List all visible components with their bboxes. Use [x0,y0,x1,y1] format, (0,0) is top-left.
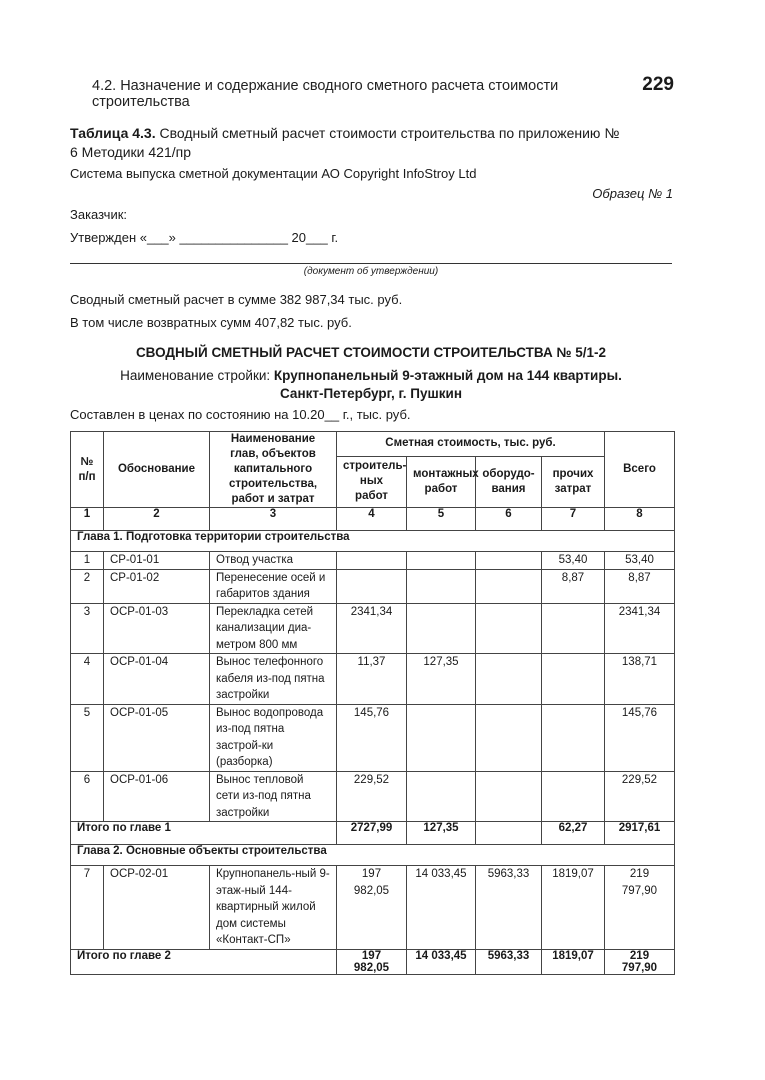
cell-total: 8,87 [605,569,675,603]
table-row [71,654,675,705]
cell-name: Вынос водопровода из-под пятна застрой-ки (разборка) [210,704,337,771]
column-index: 6 [476,508,542,531]
col-header-equipment: оборудо-вания [476,456,542,507]
column-index: 8 [605,508,675,531]
cell-other [542,704,605,771]
approved-line: Утвержден «___» _______________ 20___ г. [70,230,339,245]
cell-num: 7 [71,866,104,950]
prices-line: Составлен в ценах по состоянию на 10.20__ г., тыс. руб. [70,407,411,422]
total-label: Итого по главе 1 [71,822,337,845]
customer-line: Заказчик: [70,207,128,222]
chapter-title: Глава 2. Основные объекты строительства [71,845,675,866]
cell-name: Крупнопанель-ный 9-этаж-ный 144-квартирный жилой дом системы «Контакт-СП» [210,866,337,950]
cell-num: 3 [71,603,104,654]
cell-name: Перенесение осей и габаритов здания [210,569,337,603]
site-label: Наименование стройки: [120,368,274,383]
cell-num: 6 [71,771,104,822]
estimate-table [70,431,675,975]
cell-installation [407,704,476,771]
site-city: Санкт-Петербург, г. Пушкин [280,386,462,401]
col-header-construction: строитель-ных работ [337,456,407,507]
table-row [71,552,675,570]
document-title: СВОДНЫЙ СМЕТНЫЙ РАСЧЕТ СТОИМОСТИ СТРОИТЕЛЬСТВА № 5/1-2 [135,345,607,360]
column-index-row [71,508,675,531]
column-index: 7 [542,508,605,531]
col-header-cost-group: Сметная стоимость, тыс. руб. [337,432,605,457]
col-header-total: Всего [605,432,675,508]
chapter-total-row [71,949,675,974]
cell-construction: 145,76 [337,704,407,771]
site-name: Крупнопанельный 9-этажный дом на 144 квартиры. [273,368,622,383]
cell-total: 219 797,90 [605,866,675,950]
cell-num: 5 [71,704,104,771]
cell-basis: ОСР-01-05 [104,704,210,771]
cell-equipment [476,603,542,654]
approval-rule [70,263,672,264]
total-construction: 197 982,05 [337,949,407,974]
cell-installation [407,771,476,822]
cell-construction [337,569,407,603]
cell-construction: 197 982,05 [337,866,407,950]
cell-total: 229,52 [605,771,675,822]
chapter-title: Глава 1. Подготовка территории строительства [71,531,675,552]
running-title: 4.2. Назначение и содержание сводного сметного расчета стоимости строительства [92,78,559,110]
column-index: 2 [104,508,210,531]
cell-name: Отвод участка [210,552,337,570]
cell-construction: 11,37 [337,654,407,705]
table-row [71,569,675,603]
col-header-num: № п/п [71,432,104,508]
cell-installation [407,569,476,603]
col-header-installation: монтажных работ [407,456,476,507]
cell-equipment [476,569,542,603]
col-header-other: прочих затрат [542,456,605,507]
table-caption [70,124,630,162]
cell-construction [337,552,407,570]
total-installation: 127,35 [407,822,476,845]
cell-installation [407,552,476,570]
total-all: 2917,61 [605,822,675,845]
chapter-row [71,845,675,866]
table-header-row [71,432,675,457]
total-label: Итого по главе 2 [71,949,337,974]
cell-name: Вынос телефонного кабеля из-под пятна застройки [210,654,337,705]
table-row [71,704,675,771]
total-installation: 14 033,45 [407,949,476,974]
cell-construction: 2341,34 [337,603,407,654]
cell-name: Вынос тепловой сети из-под пятна застройки [210,771,337,822]
cell-installation: 127,35 [407,654,476,705]
cell-equipment [476,654,542,705]
cell-other: 1819,07 [542,866,605,950]
table-row [71,866,675,950]
col-header-name: Наименование глав, объектов капитального строительства, работ и затрат [210,432,337,508]
cell-total: 2341,34 [605,603,675,654]
column-index: 1 [71,508,104,531]
cell-construction: 229,52 [337,771,407,822]
cell-name: Перекладка сетей канализации диа-метром 800 мм [210,603,337,654]
page-number: 229 [642,74,674,95]
cell-basis: ОСР-01-06 [104,771,210,822]
cell-other [542,654,605,705]
total-other: 1819,07 [542,949,605,974]
cell-total: 138,71 [605,654,675,705]
column-index: 3 [210,508,337,531]
site-line [70,368,672,383]
cell-num: 4 [71,654,104,705]
cell-num: 1 [71,552,104,570]
cell-other [542,603,605,654]
column-index: 4 [337,508,407,531]
cell-installation: 14 033,45 [407,866,476,950]
cell-other: 8,87 [542,569,605,603]
cell-other [542,771,605,822]
cell-equipment: 5963,33 [476,866,542,950]
sum-line: Сводный сметный расчет в сумме 382 987,34 тыс. руб. [70,292,403,307]
cell-basis: ОСР-02-01 [104,866,210,950]
total-equipment: 5963,33 [476,949,542,974]
cell-installation [407,603,476,654]
cell-num: 2 [71,569,104,603]
cell-basis: СР-01-01 [104,552,210,570]
cell-basis: ОСР-01-03 [104,603,210,654]
running-head [92,74,674,110]
cell-total: 145,76 [605,704,675,771]
cell-basis: СР-01-02 [104,569,210,603]
table-row [71,603,675,654]
cell-equipment [476,771,542,822]
cell-equipment [476,704,542,771]
cell-total: 53,40 [605,552,675,570]
approval-note: (документ об утверждении) [303,266,439,277]
cell-basis: ОСР-01-04 [104,654,210,705]
total-construction: 2727,99 [337,822,407,845]
total-all: 219 797,90 [605,949,675,974]
table-label: Таблица 4.3. [70,125,156,141]
col-header-basis: Обоснование [104,432,210,508]
table-caption-text: Сводный сметный расчет стоимости строительства по приложению № 6 Методики 421/пр [70,125,620,160]
total-equipment [476,822,542,845]
total-other: 62,27 [542,822,605,845]
column-index: 5 [407,508,476,531]
system-line: Система выпуска сметной документации АО Copyright InfoStroy Ltd [70,166,477,181]
chapter-total-row [71,822,675,845]
table-row [71,771,675,822]
chapter-row [71,531,675,552]
cell-other: 53,40 [542,552,605,570]
cell-equipment [476,552,542,570]
returnable-line: В том числе возвратных сумм 407,82 тыс. руб. [70,315,352,330]
sample-label: Образец № 1 [592,186,673,201]
